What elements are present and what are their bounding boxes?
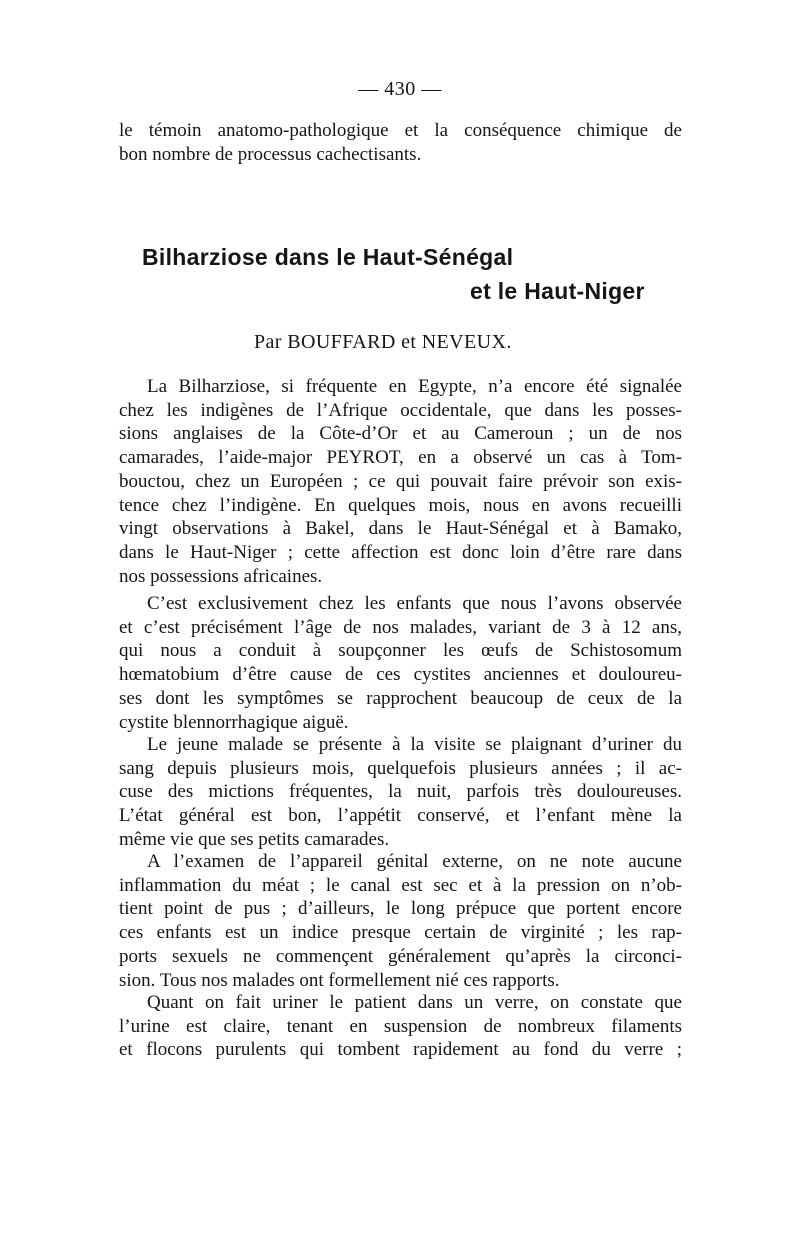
- text-line: et flocons purulents qui tombent rapidement au fond du verre ;: [119, 1039, 682, 1061]
- text-line: nos possessions africaines.: [119, 565, 323, 587]
- paragraph-1: [119, 375, 682, 588]
- text-line: ses dont les symptômes se rapprochent beaucoup de ceux de la: [119, 687, 682, 709]
- text-line: Le jeune malade se présente à la visite se plaignant d’uriner du: [147, 734, 682, 755]
- text-line: Quant on fait uriner le patient dans un verre, on constate que: [147, 992, 682, 1013]
- text-line: et c’est précisément l’âge de nos malades, variant de 3 à 12 ans,: [119, 616, 682, 638]
- intro-paragraph: [119, 119, 682, 166]
- text-line: dans le Haut-Niger ; cette affection est donc loin d’être rare dans: [119, 541, 682, 563]
- paragraph-5: [119, 991, 682, 1062]
- text-line: sions anglaises de la Côte-d’Or et au Cameroun ; un de nos: [119, 423, 682, 445]
- article-title-continued: et le Haut-Niger: [470, 278, 645, 304]
- text-line: camarades, l’aide-major PEYROT, en a observé un cas à Tom-: [119, 447, 682, 469]
- text-line: le témoin anatomo-pathologique et la conséquence chimique de: [119, 120, 682, 141]
- paragraph-2: [119, 592, 682, 734]
- text-line: chez les indigènes de l’Afrique occidentale, que dans les posses-: [119, 399, 682, 421]
- text-line: bouctou, chez un Européen ; ce qui pouvait faire prévoir son exis-: [119, 470, 682, 492]
- text-line: sang depuis plusieurs mois, quelquefois plusieurs années ; il ac-: [119, 757, 682, 779]
- text-line: hœmatobium d’être cause de ces cystites anciennes et douloureu-: [119, 664, 682, 686]
- text-line: L’état général est bon, l’appétit conservé, et l’enfant mène la: [119, 805, 682, 827]
- text-line: cystite blennorrhagique aiguë.: [119, 711, 349, 733]
- text-line: bon nombre de processus cachectisants.: [119, 143, 422, 165]
- text-line: l’urine est claire, tenant en suspension de nombreux filaments: [119, 1015, 682, 1037]
- paragraph-3: [119, 733, 682, 852]
- article-title: Bilharziose dans le Haut-Sénégal: [142, 244, 514, 270]
- text-line: tient point de pus ; d’ailleurs, le long prépuce que portent encore: [119, 898, 682, 920]
- text-line: vingt observations à Bakel, dans le Haut-Sénégal et à Bamako,: [119, 518, 682, 540]
- text-line: C’est exclusivement chez les enfants que nous l’avons observée: [147, 593, 682, 614]
- text-line: sion. Tous nos malades ont formellement nié ces rapports.: [119, 969, 560, 991]
- text-line: ports sexuels ne commençent généralement qu’après la circonci-: [119, 945, 682, 967]
- paragraph-4: [119, 850, 682, 992]
- text-line: ces enfants est un indice presque certain de virginité ; les rap-: [119, 922, 682, 944]
- byline: Par BOUFFARD et NEVEUX.: [254, 331, 512, 353]
- text-line: cuse des mictions fréquentes, la nuit, parfois très douloureuses.: [119, 781, 682, 803]
- page-number: — 430 —: [358, 78, 442, 100]
- text-line: même vie que ses petits camarades.: [119, 828, 390, 850]
- text-line: inflammation du méat ; le canal est sec et à la pression on n’ob-: [119, 874, 682, 896]
- text-line: tence chez l’indigène. En quelques mois, nous en avons recueilli: [119, 494, 682, 516]
- text-line: A l’examen de l’appareil génital externe, on ne note aucune: [147, 851, 682, 872]
- text-line: qui nous a conduit à soupçonner les œufs de Schistosomum: [119, 640, 682, 662]
- text-line: La Bilharziose, si fréquente en Egypte, n’a encore été signalée: [147, 376, 682, 397]
